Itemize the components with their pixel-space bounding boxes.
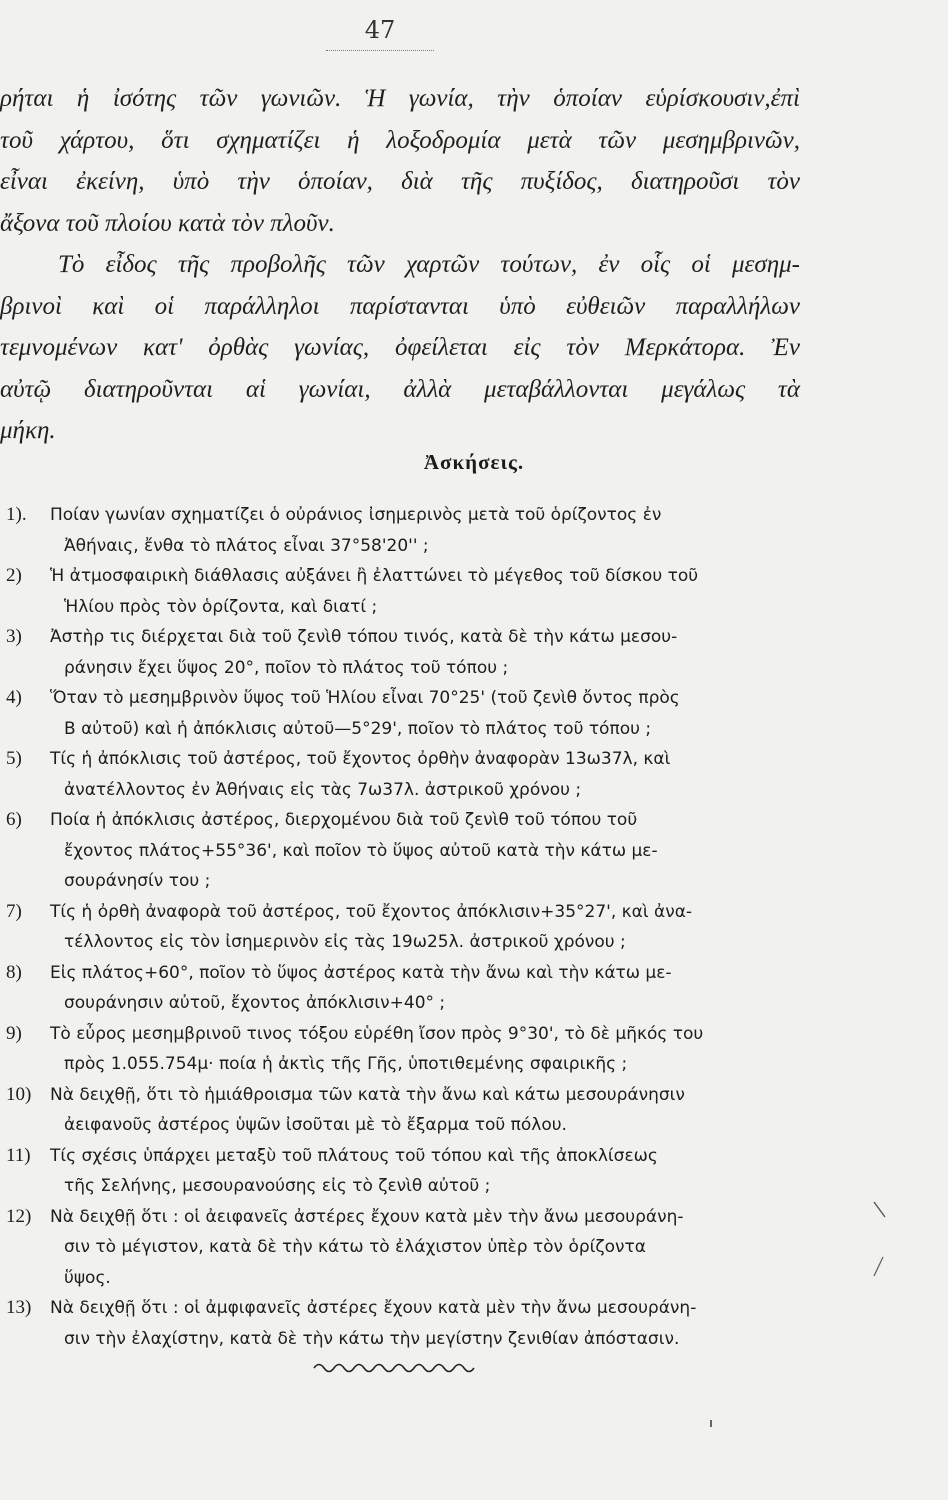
- exercise-line: Εἰς πλάτος+60°, ποῖον τὸ ὕψος ἀστέρος κατὰ τὴν ἄνω καὶ τὴν κάτω με-: [50, 962, 672, 983]
- exercise-line: Νὰ δειχθῇ ὅτι : οἱ ἀειφανεῖς ἀστέρες ἔχουν κατὰ μὲν τὴν ἄνω μεσουράνη-: [50, 1206, 684, 1227]
- exercise-number: 9): [6, 1022, 22, 1044]
- exercise-item: [0, 683, 800, 744]
- exercise-line: ράνησιν ἔχει ὕψος 20°, ποῖον τὸ πλάτος τοῦ τόπου ;: [64, 657, 509, 678]
- exercise-line: Ἡ ἀτμοσφαιρικὴ διάθλασις αὐξάνει ἢ ἐλαττώνει τὸ μέγεθος τοῦ δίσκου τοῦ: [50, 566, 699, 586]
- stray-pen-mark: [870, 1255, 886, 1279]
- exercise-number: 11): [6, 1144, 31, 1166]
- intro-line: μήκη.: [0, 417, 56, 444]
- exercise-number: 5): [6, 748, 22, 769]
- page-number-rule: [326, 50, 434, 51]
- intro-paragraphs: [0, 78, 800, 452]
- exercise-line: Ποίαν γωνίαν σχηματίζει ὁ οὐράνιος ἰσημερινὸς μετὰ τοῦ ὁρίζοντος ἐν: [50, 505, 662, 525]
- exercise-number: 1).: [6, 504, 27, 525]
- exercise-item: [0, 1141, 800, 1202]
- stray-pen-mark: [872, 1200, 888, 1220]
- exercise-line: Ποία ἡ ἀπόκλισις ἀστέρος, διερχομένου διὰ τοῦ ζενὶθ τοῦ τόπου τοῦ: [50, 810, 638, 830]
- ornament-divider: [310, 1356, 480, 1380]
- exercise-text: [0, 805, 800, 897]
- exercise-line: ἔχοντος πλάτος+55°36', καὶ ποῖον τὸ ὕψος αὐτοῦ κατὰ τὴν κάτω με-: [64, 840, 658, 861]
- exercise-number: 2): [6, 565, 22, 586]
- exercise-line: Β αὐτοῦ) καὶ ἡ ἀπόκλισις αὐτοῦ—5°29', ποῖον τὸ πλάτος τοῦ τόπου ;: [64, 718, 652, 739]
- exercise-item: [0, 622, 800, 683]
- exercise-line: ἀνατέλλοντος ἐν Ἀθήναις εἰς τὰς 7ω37λ. ἀστρικοῦ χρόνου ;: [64, 779, 582, 800]
- intro-line: ἄξονα τοῦ πλοίου κατὰ τὸν πλοῦν.: [0, 209, 335, 237]
- exercise-line: Ἡλίου πρὸς τὸν ὁρίζοντα, καὶ διατί ;: [64, 596, 378, 617]
- exercise-line: Ἀστὴρ τις διέρχεται διὰ τοῦ ζενὶθ τόπου τινός, κατὰ δὲ τὴν κάτω μεσου-: [50, 627, 678, 647]
- exercise-line: Τίς ἡ ἀπόκλισις τοῦ ἀστέρος, τοῦ ἔχοντος ὀρθὴν ἀναφορὰν 13ω37λ, καὶ: [50, 749, 671, 769]
- exercise-item: [0, 805, 800, 897]
- exercise-item: [0, 500, 800, 561]
- exercise-text: [0, 1019, 800, 1080]
- exercise-line: σουράνησίν του ;: [64, 871, 211, 891]
- exercise-line: Τίς ἡ ὀρθὴ ἀναφορὰ τοῦ ἀστέρος, τοῦ ἔχοντος ἀπόκλισιν+35°27', καὶ ἀνα-: [50, 901, 693, 922]
- exercise-line: σιν τὴν ἐλαχίστην, κατὰ δὲ τὴν κάτω τὴν μεγίστην ζενιθίαν ἀπόστασιν.: [64, 1328, 680, 1349]
- intro-line: αὐτῷ διατηροῦνται αἱ γωνίαι, ἀλλὰ μεταβάλλονται μεγάλως τὰ: [0, 375, 800, 403]
- exercise-item: [0, 897, 800, 958]
- exercise-line: σιν τὸ μέγιστον, κατὰ δὲ τὴν κάτω τὸ ἐλάχιστον ὑπὲρ τὸν ὁρίζοντα: [64, 1237, 646, 1257]
- exercise-item: [0, 1293, 800, 1354]
- exercise-text: [0, 1202, 800, 1294]
- exercise-line: Ἀθήναις, ἔνθα τὸ πλάτος εἶναι 37°58'20'' ;: [64, 535, 429, 556]
- intro-line: εἶναι ἐκείνη, ὑπὸ τὴν ὁποίαν, διὰ τῆς πυξίδος, διατηροῦσι τὸν: [0, 168, 800, 195]
- exercise-text: [0, 1141, 800, 1202]
- exercise-item: [0, 1080, 800, 1141]
- exercise-number: 10): [6, 1083, 32, 1105]
- exercise-item: [0, 744, 800, 805]
- exercise-line: Τίς σχέσις ὑπάρχει μεταξὺ τοῦ πλάτους τοῦ τόπου καὶ τῆς ἀποκλίσεως: [50, 1145, 658, 1166]
- intro-line: ρήται ἡ ἰσότης τῶν γωνιῶν. Ἡ γωνία, τὴν ὁποίαν εὑρίσκουσιν,ἐπὶ: [0, 85, 800, 112]
- exercise-line: τέλλοντος εἰς τὸν ἰσημερινὸν εἰς τὰς 19ω25λ. ἀστρικοῦ χρόνου ;: [64, 932, 626, 952]
- exercise-number: 3): [6, 626, 22, 647]
- exercise-line: ὕψος.: [64, 1267, 111, 1288]
- intro-line: τοῦ χάρτου, ὅτι σχηματίζει ἡ λοξοδρομία μετὰ τῶν μεσημβρινῶν,: [0, 126, 800, 154]
- exercise-line: Νὰ δειχθῇ ὅτι : οἱ ἀμφιφανεῖς ἀστέρες ἔχουν κατὰ μὲν τὴν ἄνω μεσουράνη-: [50, 1298, 697, 1318]
- exercise-text: [0, 1080, 800, 1141]
- section-heading: Ἀσκήσεις.: [423, 450, 525, 474]
- exercise-text: [0, 561, 800, 622]
- exercise-number: 6): [6, 809, 22, 830]
- exercise-text: [0, 683, 800, 744]
- exercise-line: πρὸς 1.055.754μ· ποία ἡ ἀκτὶς τῆς Γῆς, ὑποτιθεμένης σφαιρικῆς ;: [64, 1054, 628, 1074]
- exercise-line: σουράνησιν αὐτοῦ, ἔχοντος ἀπόκλισιν+40° ;: [64, 993, 446, 1013]
- exercise-item: [0, 958, 800, 1019]
- exercise-line: τῆς Σελήνης, μεσουρανούσης εἰς τὸ ζενὶθ αὐτοῦ ;: [64, 1176, 491, 1196]
- exercise-item: [0, 561, 800, 622]
- exercise-text: [0, 500, 800, 561]
- exercise-line: Νὰ δειχθῇ, ὅτι τὸ ἡμιάθροισμα τῶν κατὰ τὴν ἄνω καὶ κάτω μεσουράνησιν: [50, 1084, 685, 1105]
- exercise-text: [0, 897, 800, 958]
- exercise-line: Ὅταν τὸ μεσημβρινὸν ὕψος τοῦ Ἡλίου εἶναι 70°25' (τοῦ ζενὶθ ὄντος πρὸς: [50, 688, 680, 708]
- exercise-item: [0, 1019, 800, 1080]
- intro-line: τεμνομένων κατ' ὀρθὰς γωνίας, ὀφείλεται εἰς τὸν Μερκάτορα. Ἐν: [0, 334, 800, 361]
- exercise-line: ἀειφανοῦς ἀστέρος ὑψῶν ἰσοῦται μὲ τὸ ἔξαρμα τοῦ πόλου.: [64, 1115, 567, 1135]
- exercise-number: 12): [6, 1205, 32, 1227]
- exercise-number: 13): [6, 1297, 32, 1318]
- exercise-number: 4): [6, 687, 22, 708]
- exercise-text: [0, 1293, 800, 1354]
- intro-line: Τὸ εἶδος τῆς προβολῆς τῶν χαρτῶν τούτων, ἐν οἷς οἱ μεσημ-: [58, 251, 800, 278]
- exercise-number: 8): [6, 961, 22, 983]
- exercise-list: [0, 500, 800, 1354]
- stray-dot: [708, 1420, 714, 1428]
- intro-line: βρινοὶ καὶ οἱ παράλληλοι παρίστανται ὑπὸ εὐθειῶν παραλλήλων: [0, 292, 800, 320]
- exercise-number: 7): [6, 900, 22, 922]
- exercise-text: [0, 744, 800, 805]
- exercise-text: [0, 622, 800, 683]
- exercise-item: [0, 1202, 800, 1294]
- exercise-text: [0, 958, 800, 1019]
- exercise-line: Τὸ εὖρος μεσημβρινοῦ τινος τόξου εὑρέθη ἴσον πρὸς 9°30', τὸ δὲ μῆκός του: [50, 1023, 704, 1044]
- page-number: 47: [364, 16, 396, 44]
